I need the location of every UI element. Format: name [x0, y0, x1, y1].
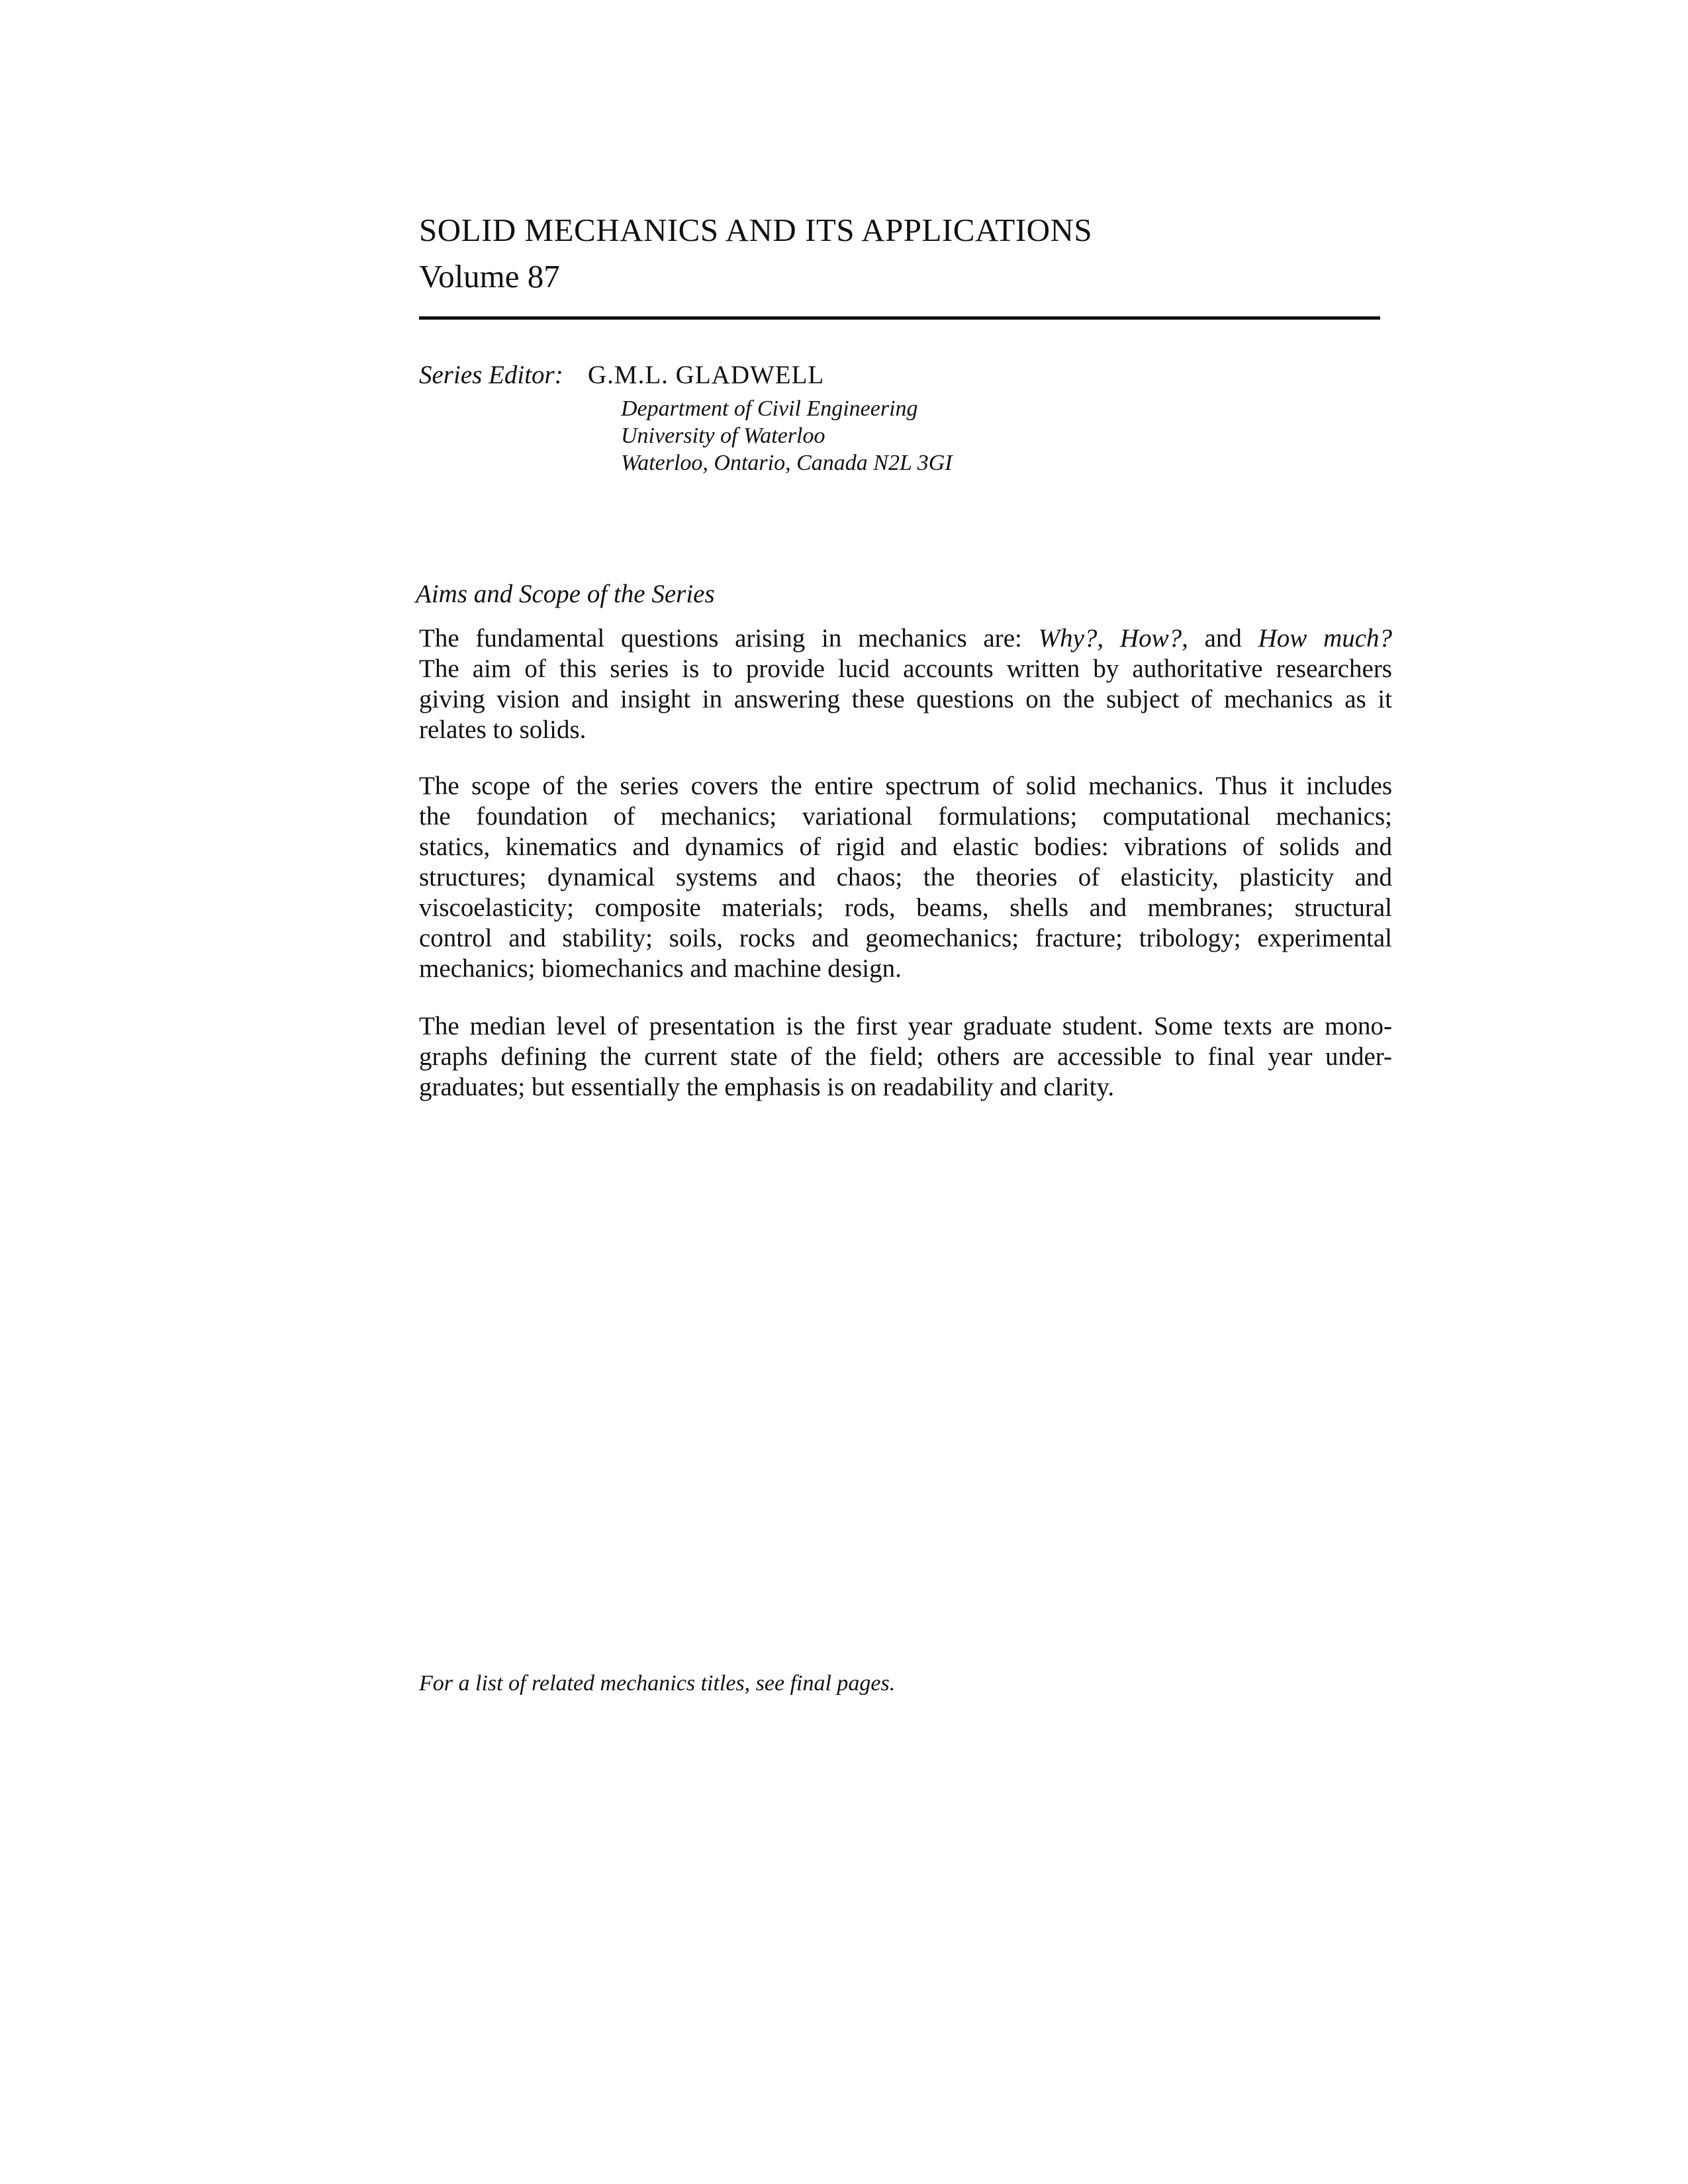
paragraph-line: the foundation of mechanics; variational formulations; computational mechanics;	[419, 802, 1392, 831]
aims-paragraph-3	[419, 1011, 1392, 1103]
volume-number: Volume 87	[419, 258, 560, 295]
paragraph-line	[419, 623, 1392, 654]
series-editor-name: G.M.L. GLADWELL	[588, 361, 825, 389]
paragraph-line: graduates; but essentially the emphasis is on readability and clarity.	[419, 1073, 1115, 1101]
aims-paragraph-1	[419, 623, 1392, 745]
conjunction-and: and	[1204, 624, 1242, 653]
question-how-much: How much?	[1258, 624, 1393, 653]
paragraph-line: The scope of the series covers the entire spectrum of solid mechanics. Thus it includes	[419, 772, 1392, 800]
series-editor-label: Series Editor:	[419, 361, 563, 389]
paragraph-line: mechanics; biomechanics and machine design.	[419, 954, 902, 983]
affiliation-address: Waterloo, Ontario, Canada N2L 3GI	[621, 451, 953, 475]
paragraph-line: The median level of presentation is the first year graduate student. Some texts are mono-	[419, 1012, 1392, 1040]
paragraph-line: relates to solids.	[419, 715, 586, 744]
aims-heading: Aims and Scope of the Series	[416, 580, 715, 608]
affiliation-university: University of Waterloo	[621, 424, 825, 448]
series-title: SOLID MECHANICS AND ITS APPLICATIONS	[419, 212, 1093, 248]
paragraph-line: viscoelasticity; composite materials; rods, beams, shells and membranes; structural	[419, 893, 1392, 922]
paragraph-line: graphs defining the current state of the field; others are accessible to final year under-	[419, 1042, 1392, 1071]
aims-paragraph-2	[419, 771, 1392, 984]
paragraph-line: structures; dynamical systems and chaos; the theories of elasticity, plasticity and	[419, 863, 1392, 891]
paragraph-line: giving vision and insight in answering these questions on the subject of mechanics as it	[419, 685, 1392, 713]
paragraph-line: control and stability; soils, rocks and geomechanics; fracture; tribology; experimental	[419, 924, 1392, 952]
editor-affiliation	[621, 395, 953, 477]
question-why: Why?,	[1038, 624, 1104, 653]
paragraph-line: The aim of this series is to provide lucid accounts written by authoritative researchers	[419, 655, 1392, 683]
paragraph-line: statics, kinematics and dynamics of rigid and elastic bodies: vibrations of solids and	[419, 833, 1392, 861]
affiliation-department: Department of Civil Engineering	[621, 396, 918, 421]
question-how: How?,	[1119, 624, 1188, 653]
horizontal-rule	[419, 316, 1380, 320]
question-intro: The fundamental questions arising in mechanics are:	[419, 624, 1022, 653]
related-titles-note: For a list of related mechanics titles, see final pages.	[419, 1671, 896, 1696]
